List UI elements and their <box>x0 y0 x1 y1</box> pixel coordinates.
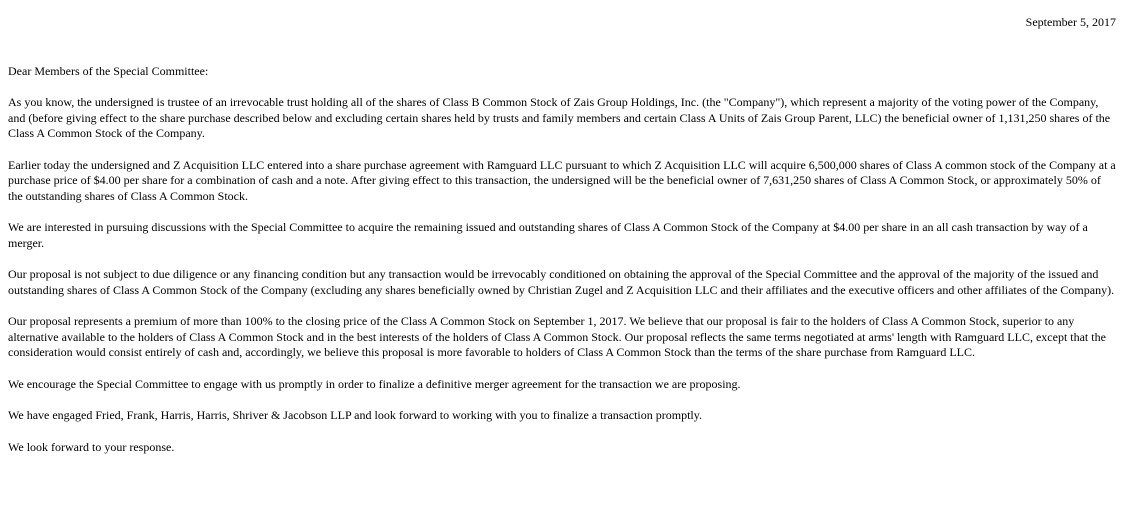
paragraph-share-purchase: Earlier today the undersigned and Z Acquisition LLC entered into a share purchase agreement with Ramguard LLC pursuant to which Z Acquisition LLC will acquire 6,500,000 shares of Class A common stock of the Company at a purchase price of $4.00 per share for a combination of cash and a note. After giving effect to this transaction, the undersigned will be the beneficial owner of 7,631,250 shares of Class A Common Stock, or approximately 50% of the outstanding shares of Class A Common Stock. <box>8 157 1116 203</box>
paragraph-trust-holdings: As you know, the undersigned is trustee of an irrevocable trust holding all of the shares of Class B Common Stock of Zais Group Holdings, Inc. (the "Company"), which represent a majority of the voting power of the Company, and (before giving effect to the share purchase described below and excluding certain shares held by trusts and family members and certain Class A Units of Zais Group Parent, LLC) the beneficial owner of 1,131,250 shares of the Class A Common Stock of the Company. <box>8 95 1111 140</box>
letter-date: September 5, 2017 <box>1025 15 1116 29</box>
paragraph-counsel: We have engaged Fried, Frank, Harris, Harris, Shriver & Jacobson LLP and look forward to working with you to finalize a transaction promptly. <box>8 408 702 422</box>
paragraph-premium: Our proposal represents a premium of more than 100% to the closing price of the Class A Common Stock on September 1, 2017. We believe that our proposal is fair to the holders of Class A Common Stock, superior to any alternative available to the holders of Class A Common Stock and in the best interests of the holders of Class A Common Stock. Our proposal reflects the same terms negotiated at arms' length with Ramguard LLC, except that the consideration would consist entirely of cash and, accordingly, we believe this proposal is more favorable to holders of Class A Common Stock than the terms of the share purchase from Ramguard LLC. <box>8 314 1106 359</box>
letter-salutation: Dear Members of the Special Committee: <box>8 64 209 78</box>
paragraph-encourage: We encourage the Special Committee to engage with us promptly in order to finalize a definitive merger agreement for the transaction we are proposing. <box>8 376 741 391</box>
letter-body <box>8 15 1116 455</box>
paragraph-conditions: Our proposal is not subject to due diligence or any financing condition but any transaction would be irrevocably conditioned on obtaining the approval of the Special Committee and the approval of the majority of the issued and outstanding shares of Class A Common Stock of the Company (excluding any shares beneficially owned by Christian Zugel and Z Acquisition LLC and their affiliates and the executive officers and other affiliates of the Company). <box>8 267 1115 297</box>
paragraph-closing: We look forward to your response. <box>8 439 175 454</box>
paragraph-interest: We are interested in pursuing discussions with the Special Committee to acquire the remaining issued and outstanding shares of Class A Common Stock of the Company at $4.00 per share in an all cash transaction by way of a merger. <box>8 220 1088 250</box>
